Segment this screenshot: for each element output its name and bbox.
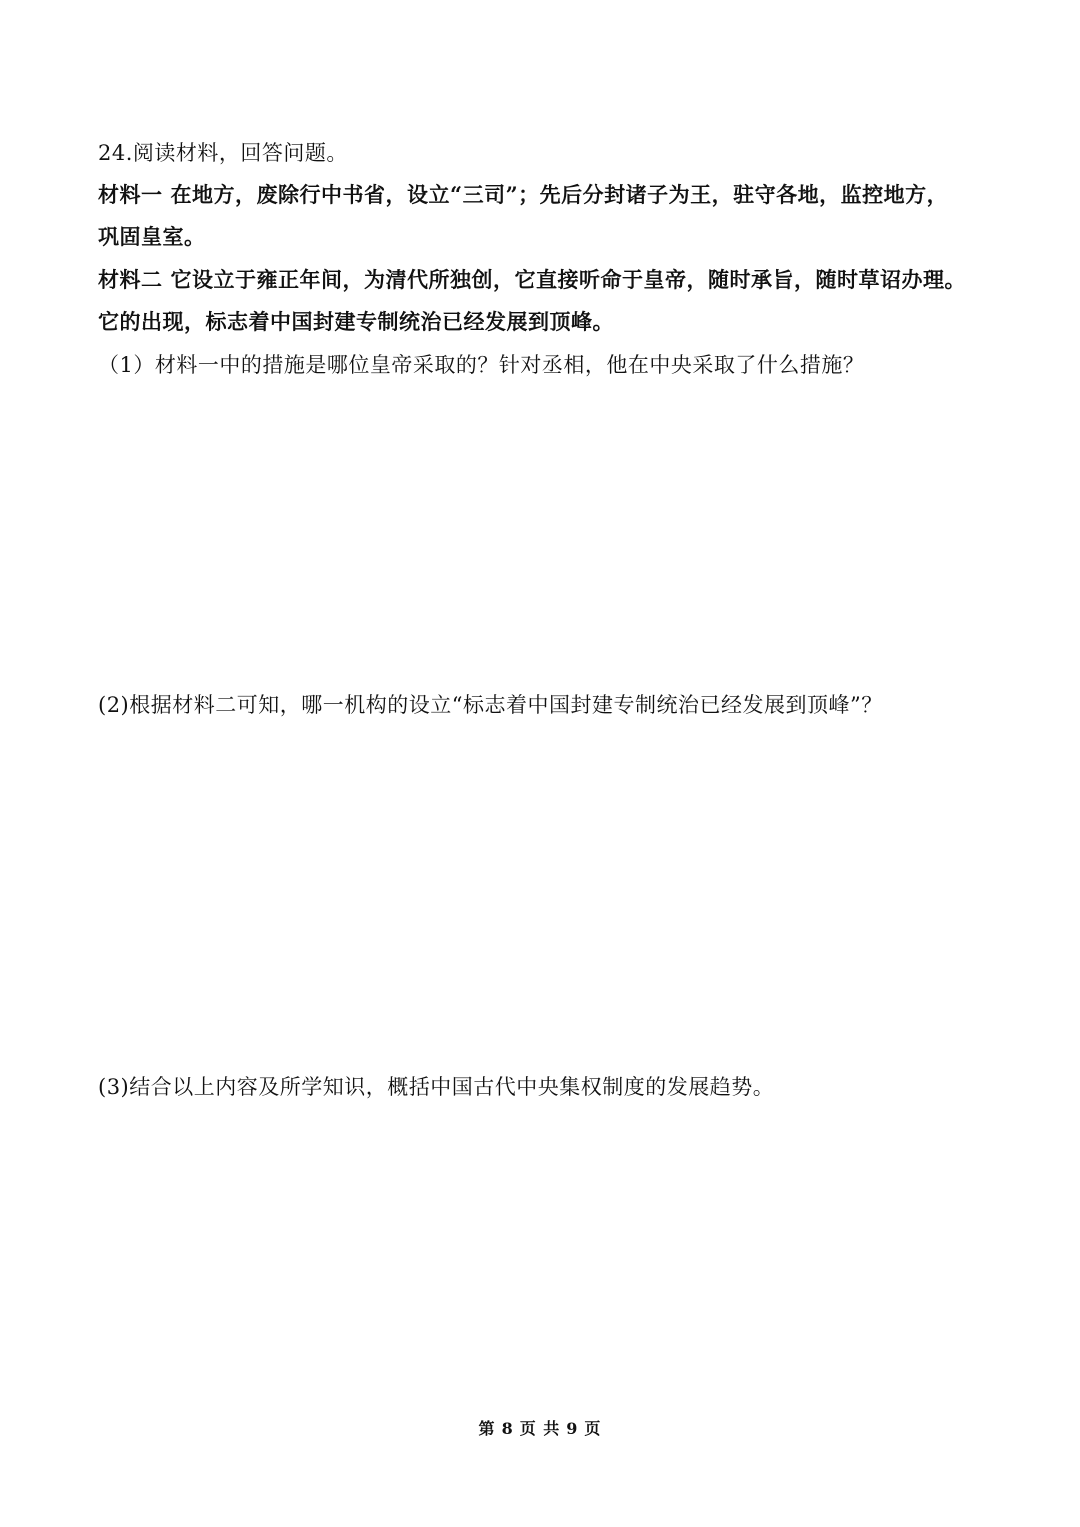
material-1-line-1: [98, 180, 948, 210]
footer-current-page: 8: [501, 1419, 514, 1438]
material-2-line-1: [98, 265, 966, 295]
footer-suffix: 页: [584, 1419, 602, 1438]
question-title: 24.阅读材料，回答问题。: [98, 141, 348, 165]
footer-total-pages: 9: [566, 1419, 579, 1438]
page-footer: [0, 1416, 1080, 1439]
sub-question-2: (2)根据材料二可知，哪一机构的设立“标志着中国封建专制统治已经发展到顶峰”？: [98, 693, 883, 717]
material-1-label: 材料一: [98, 182, 163, 207]
material-1-text-1: 在地方，废除行中书省，设立“三司”；先后分封诸子为王，驻守各地，监控地方，: [170, 182, 949, 207]
material-2-line-2: 它的出现，标志着中国封建专制统治已经发展到顶峰。: [98, 309, 614, 334]
sub-question-1: （1）材料一中的措施是哪位皇帝采取的？针对丞相，他在中央采取了什么措施？: [98, 353, 865, 377]
sub-question-3: (3)结合以上内容及所学知识，概括中国古代中央集权制度的发展趋势。: [98, 1075, 775, 1099]
material-2-text-1: 它设立于雍正年间，为清代所独创，它直接听命于皇帝，随时承旨，随时草诏办理。: [170, 267, 966, 292]
footer-prefix: 第: [478, 1419, 496, 1438]
material-2-label: 材料二: [98, 267, 163, 292]
footer-middle: 页 共: [519, 1419, 561, 1438]
material-1-line-2: 巩固皇室。: [98, 224, 206, 249]
